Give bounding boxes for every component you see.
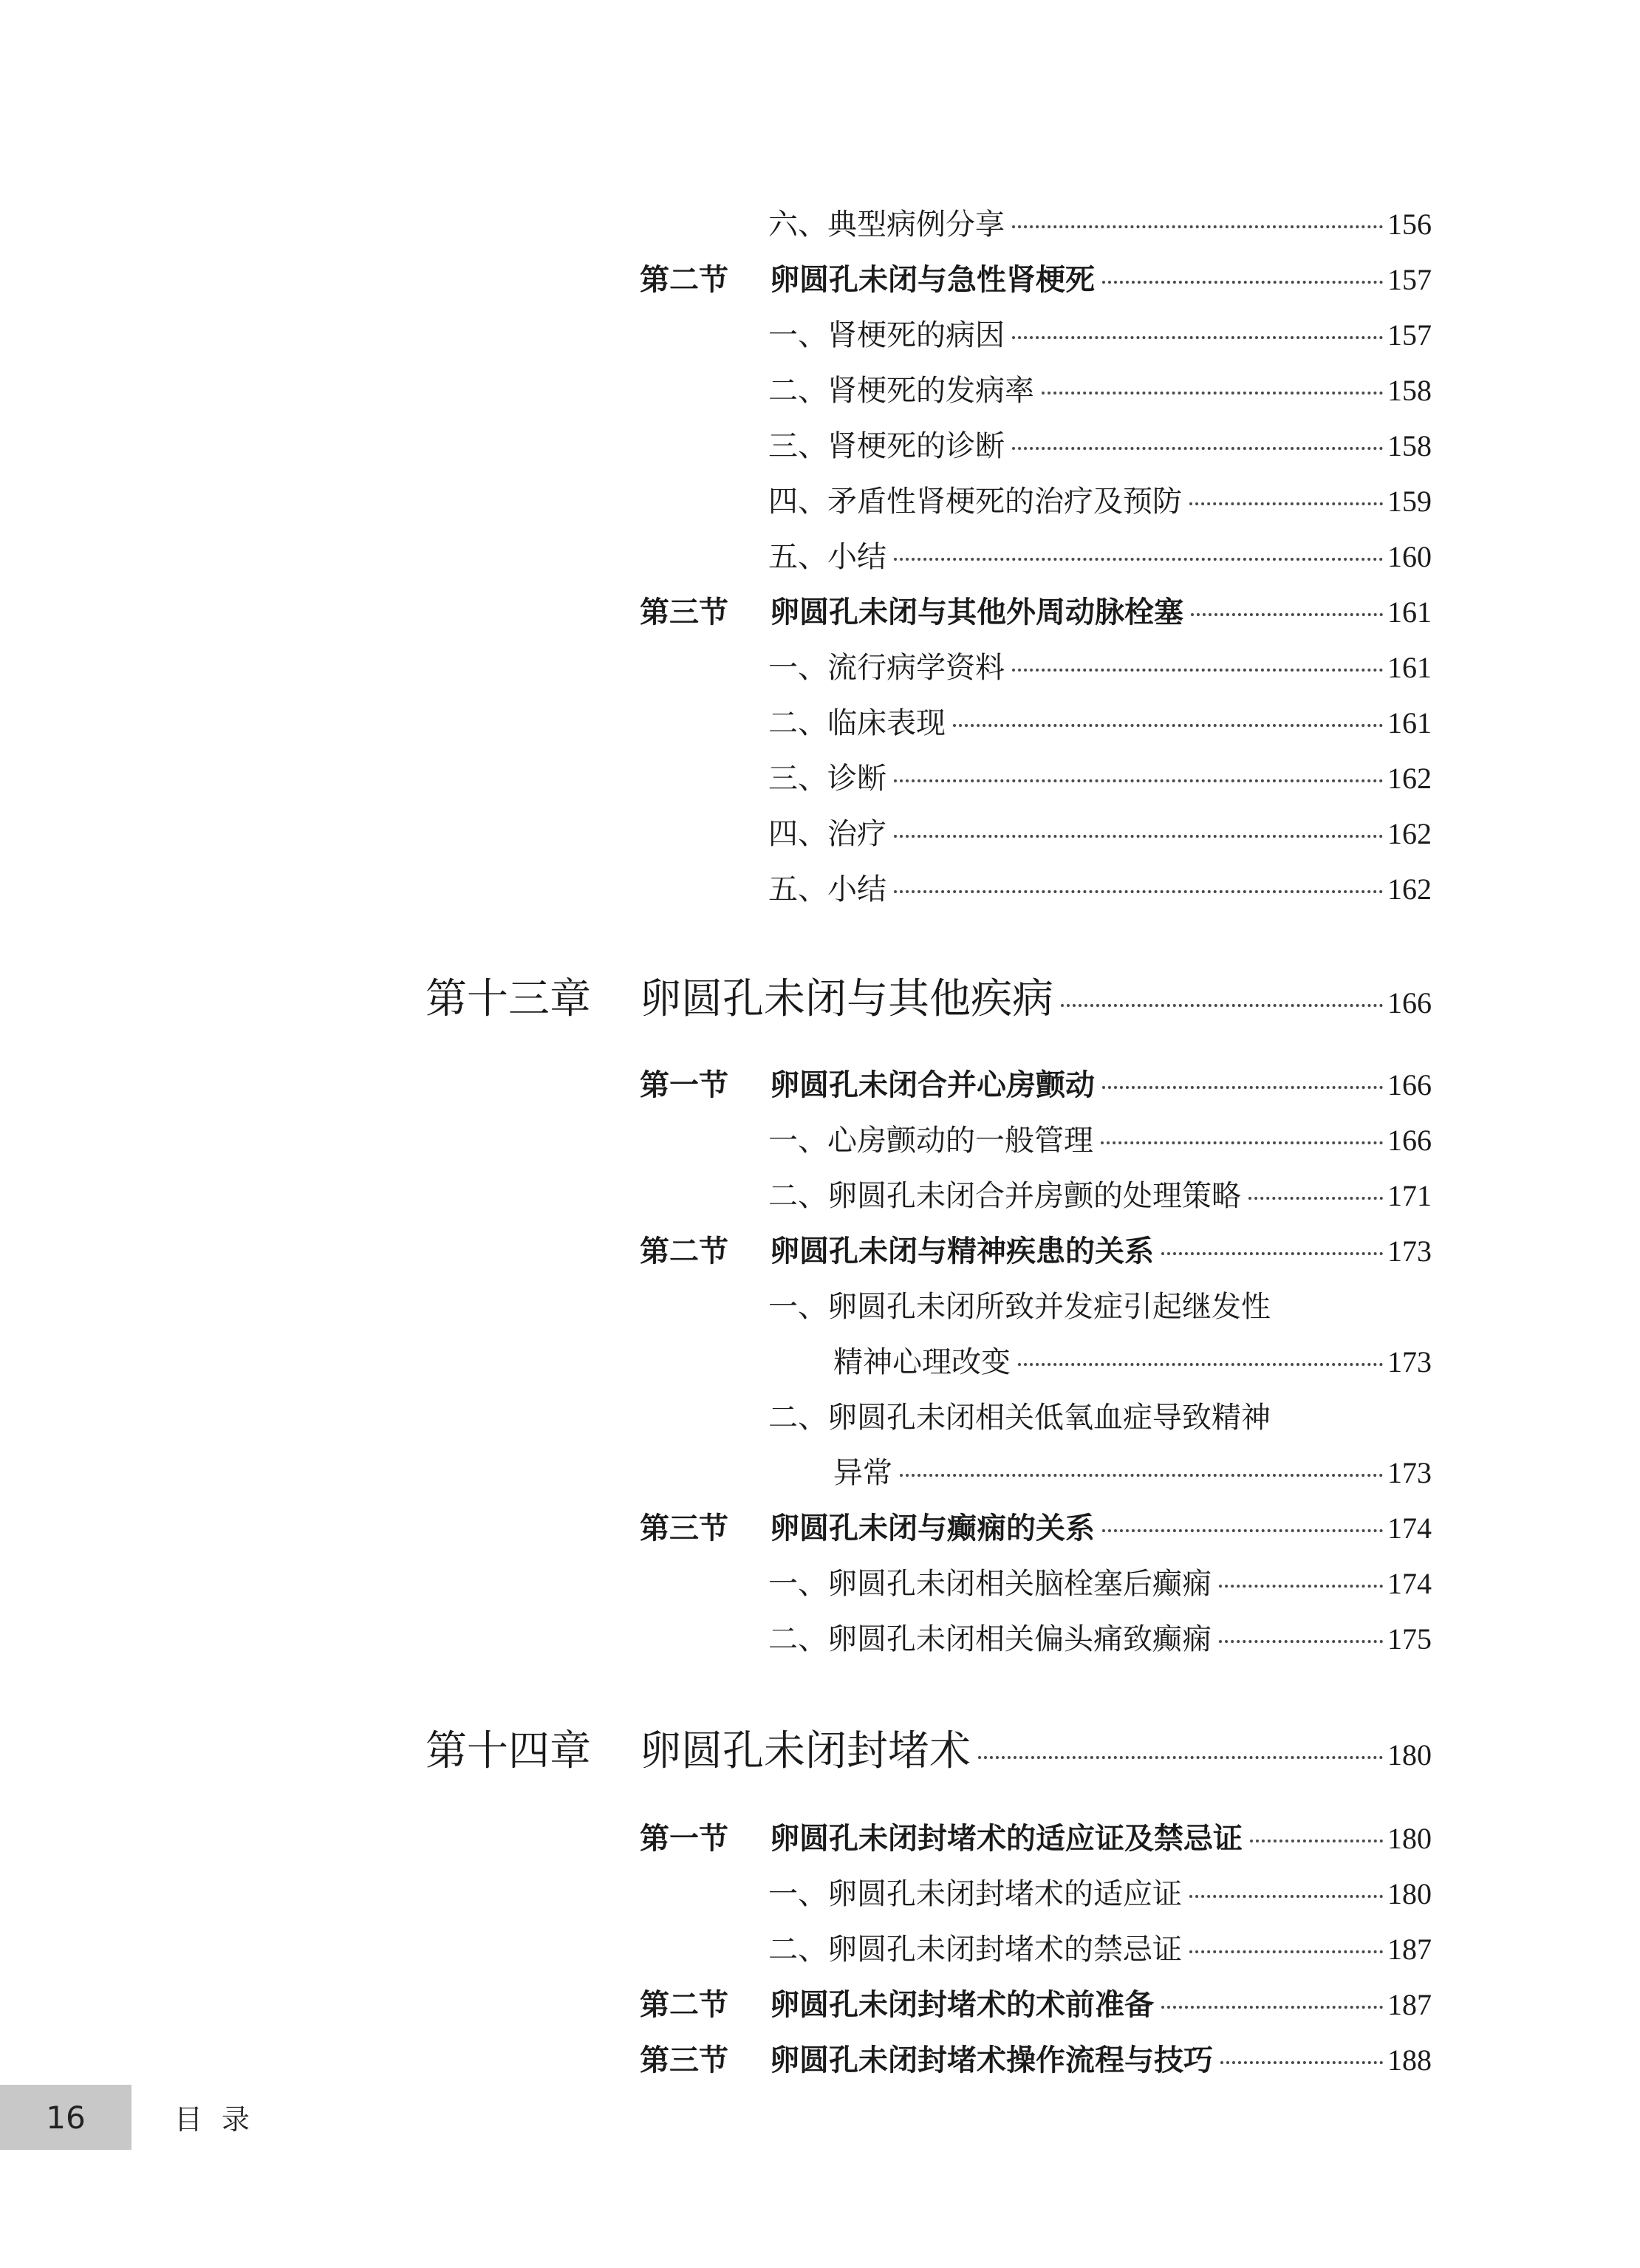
toc-entry: [768, 761, 1432, 796]
entry-page-number: 187: [1387, 1933, 1432, 1966]
toc-entry: [768, 1566, 1432, 1602]
toc-entry-first-line: 二、卵圆孔未闭相关低氧血症导致精神: [768, 1401, 1271, 1435]
entry-title: 精神心理改变: [833, 1345, 1011, 1379]
dot-leader: [894, 890, 1383, 893]
section-label: 第二节: [640, 1234, 728, 1268]
chapter-label: 第十四章: [426, 1727, 591, 1775]
toc-entry: [768, 1178, 1432, 1214]
toc-entry: [768, 207, 1432, 242]
entry-title: 卵圆孔未闭合并心房颤动: [770, 1068, 1095, 1102]
entry-title: 卵圆孔未闭封堵术的适应证及禁忌证: [770, 1822, 1243, 1856]
entry-title: 二、卵圆孔未闭合并房颤的处理策略: [768, 1179, 1241, 1213]
dot-leader: [894, 558, 1383, 561]
dot-leader: [894, 835, 1383, 838]
toc-entry: [768, 706, 1432, 741]
section-label: 第一节: [640, 1822, 728, 1856]
entry-page-number: 158: [1387, 374, 1432, 407]
entry-title: 一、卵圆孔未闭相关脑栓塞后癫痫: [768, 1567, 1212, 1601]
dot-leader: [1061, 1004, 1383, 1007]
entry-page-number: 175: [1387, 1622, 1432, 1656]
entry-page-number: 162: [1387, 872, 1432, 906]
dot-leader: [894, 779, 1383, 782]
toc-entry: [768, 484, 1432, 519]
toc-entry: [768, 872, 1432, 907]
entry-page-number: 161: [1387, 706, 1432, 740]
entry-title: 卵圆孔未闭封堵术操作流程与技巧: [770, 2043, 1213, 2077]
dot-leader: [1042, 392, 1383, 394]
toc-entry: [640, 262, 1432, 298]
entry-title: 五、小结: [768, 540, 886, 574]
entry-page-number: 180: [1387, 1738, 1432, 1772]
dot-leader: [953, 724, 1383, 727]
entry-page-number: 171: [1387, 1179, 1432, 1212]
toc-entry: [640, 595, 1432, 630]
toc-entry: [768, 1932, 1432, 1967]
dot-leader: [1102, 1086, 1383, 1089]
dot-leader: [978, 1756, 1383, 1759]
entry-page-number: 157: [1387, 263, 1432, 296]
entry-page-number: 157: [1387, 318, 1432, 352]
entry-page-number: 161: [1387, 595, 1432, 629]
entry-page-number: 180: [1387, 1877, 1432, 1910]
toc-entry-first-line: 一、卵圆孔未闭所致并发症引起继发性: [768, 1290, 1271, 1324]
dot-leader: [1161, 1252, 1383, 1255]
section-label: 第三节: [640, 2043, 728, 2077]
toc-chapter-entry: [426, 1727, 1432, 1780]
dot-leader: [900, 1474, 1383, 1477]
toc-entry: [768, 428, 1432, 464]
entry-page-number: 166: [1387, 1068, 1432, 1101]
entry-page-number: 166: [1387, 1124, 1432, 1157]
entry-page-number: 160: [1387, 540, 1432, 573]
entry-page-number: 159: [1387, 485, 1432, 518]
entry-page-number: 187: [1387, 1988, 1432, 2021]
entry-title: 卵圆孔未闭与急性肾梗死: [770, 263, 1095, 297]
dot-leader: [1191, 613, 1383, 616]
running-header: 目录: [174, 2103, 270, 2136]
dot-leader: [1220, 2061, 1383, 2064]
entry-page-number: 180: [1387, 1822, 1432, 1855]
entry-title: 二、肾梗死的发病率: [768, 374, 1034, 408]
dot-leader: [1018, 1363, 1383, 1366]
dot-leader: [1189, 1950, 1383, 1953]
dot-leader: [1012, 336, 1383, 339]
dot-leader: [1101, 1141, 1383, 1144]
toc-entry: [768, 1876, 1432, 1912]
entry-page-number: 174: [1387, 1567, 1432, 1600]
toc-entry: [768, 539, 1432, 575]
toc-entry: [768, 650, 1432, 686]
toc-entry: [640, 1987, 1432, 2023]
entry-title: 卵圆孔未闭封堵术的术前准备: [770, 1988, 1154, 2022]
chapter-label: 第十三章: [426, 975, 591, 1023]
entry-title: 三、诊断: [768, 762, 886, 796]
toc-entry: [833, 1455, 1432, 1491]
entry-title: 二、临床表现: [768, 706, 946, 740]
dot-leader: [1219, 1585, 1383, 1588]
dot-leader: [1189, 502, 1383, 505]
entry-page-number: 158: [1387, 429, 1432, 462]
entry-page-number: 173: [1387, 1456, 1432, 1489]
section-label: 第三节: [640, 1512, 728, 1545]
dot-leader: [1248, 1197, 1383, 1200]
entry-title: 六、典型病例分享: [768, 208, 1005, 242]
entry-title: 卵圆孔未闭与精神疾患的关系: [770, 1234, 1154, 1268]
dot-leader: [1219, 1640, 1383, 1643]
dot-leader: [1102, 1529, 1383, 1532]
toc-entry: [768, 373, 1432, 409]
section-label: 第三节: [640, 595, 728, 629]
toc-entry: [640, 1068, 1432, 1103]
entry-page-number: 173: [1387, 1345, 1432, 1379]
dot-leader: [1189, 1895, 1383, 1898]
entry-title: 四、矛盾性肾梗死的治疗及预防: [768, 485, 1182, 519]
toc-entry: [833, 1345, 1432, 1380]
entry-page-number: 173: [1387, 1234, 1432, 1268]
dot-leader: [1102, 281, 1383, 284]
entry-title: 一、流行病学资料: [768, 651, 1005, 685]
section-label: 第二节: [640, 1988, 728, 2022]
entry-page-number: 161: [1387, 651, 1432, 684]
section-label: 第一节: [640, 1068, 728, 1102]
entry-title: 二、卵圆孔未闭封堵术的禁忌证: [768, 1933, 1182, 1967]
toc-entry: [768, 816, 1432, 852]
dot-leader: [1012, 669, 1383, 672]
entry-title: 卵圆孔未闭封堵术: [640, 1727, 971, 1775]
entry-title: 二、卵圆孔未闭相关偏头痛致癫痫: [768, 1622, 1212, 1656]
entry-page-number: 156: [1387, 208, 1432, 241]
entry-title: 四、治疗: [768, 817, 886, 851]
page-number-box: [0, 2085, 131, 2150]
entry-title: 异常: [833, 1456, 892, 1490]
toc-entry: [768, 318, 1432, 353]
entry-title: 一、卵圆孔未闭封堵术的适应证: [768, 1877, 1182, 1911]
entry-page-number: 166: [1387, 986, 1432, 1019]
entry-page-number: 188: [1387, 2043, 1432, 2077]
toc-entry: [640, 1821, 1432, 1857]
entry-page-number: 162: [1387, 817, 1432, 850]
entry-title: 一、心房颤动的一般管理: [768, 1124, 1093, 1158]
dot-leader: [1012, 225, 1383, 228]
toc-entry: [768, 1622, 1432, 1657]
entry-page-number: 162: [1387, 762, 1432, 795]
entry-title: 一、肾梗死的病因: [768, 318, 1005, 352]
dot-leader: [1250, 1840, 1383, 1842]
toc-entry: [768, 1123, 1432, 1158]
entry-title: 卵圆孔未闭与癫痫的关系: [770, 1512, 1095, 1545]
entry-title: 五、小结: [768, 872, 886, 906]
entry-title: 三、肾梗死的诊断: [768, 429, 1005, 463]
entry-title: 卵圆孔未闭与其他疾病: [640, 975, 1053, 1023]
dot-leader: [1012, 447, 1383, 450]
toc-entry: [640, 1234, 1432, 1269]
entry-title: 卵圆孔未闭与其他外周动脉栓塞: [770, 595, 1183, 629]
page-number: 16: [46, 2099, 86, 2136]
toc-entry: [640, 2043, 1432, 2078]
entry-page-number: 174: [1387, 1512, 1432, 1545]
section-label: 第二节: [640, 263, 728, 297]
toc-entry: [640, 1511, 1432, 1546]
toc-chapter-entry: [426, 975, 1432, 1028]
dot-leader: [1161, 2006, 1383, 2009]
